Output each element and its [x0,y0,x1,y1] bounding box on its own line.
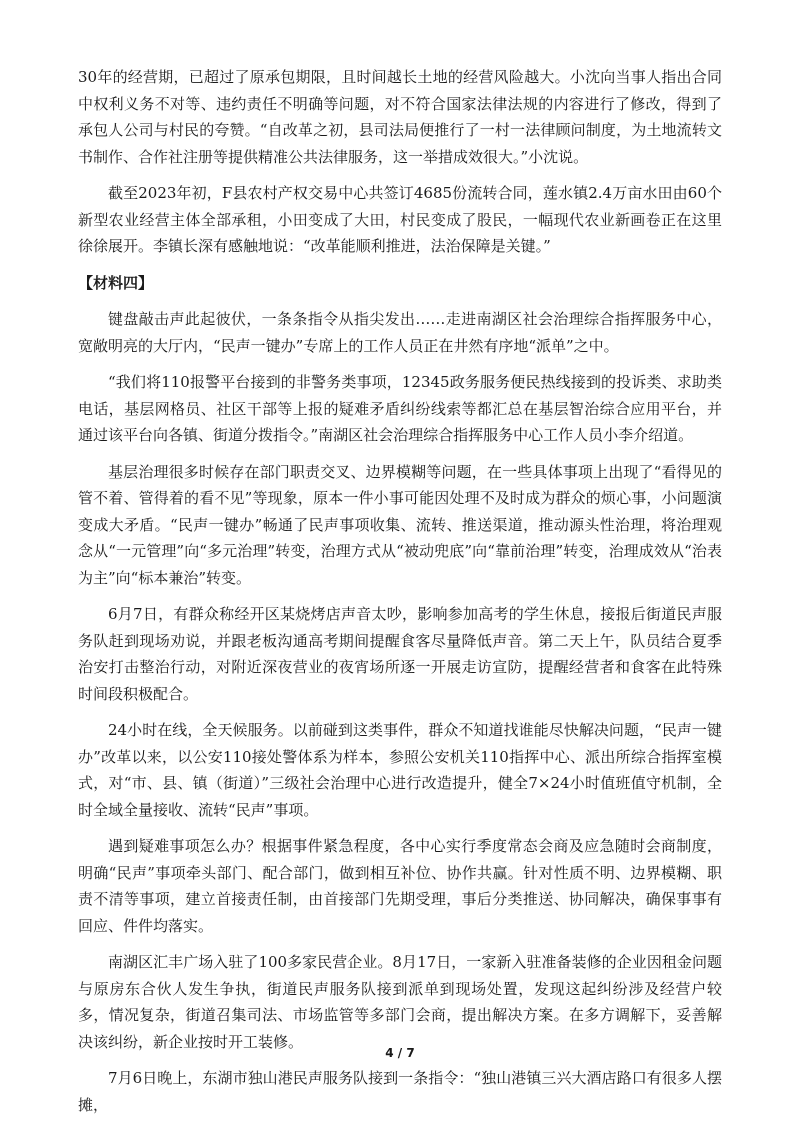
paragraph: 键盘敲击声此起彼伏，一条条指令从指尖发出……走进南湖区社会治理综合指挥服务中心，宽敞明亮的大厅内，“民声一键办”专席上的工作人员正在井然有序地“派单”之中。 [78,310,722,355]
paragraph: 6月7日，有群众称经开区某烧烤店声音太吵，影响参加高考的学生休息，接报后街道民声服务队赶到现场劝说，并跟老板沟通高考期间提醒食客尽量降低声音。第二天上午，队员结合夏季治安打击整治行动，对附近深夜营业的夜宵场所逐一开展走访宣防，提醒经营者和食客在此特殊时间段积极配合。 [78,605,722,703]
page-number: 4 / 7 [385,1046,415,1060]
paragraph: 7月6日晚上，东湖市独山港民声服务队接到一条指令：“独山港镇三兴大酒店路口有很多人摆摊， [78,1069,722,1114]
paragraph: 遇到疑难事项怎么办？根据事件紧急程度，各中心实行季度常态会商及应急随时会商制度，明确“民声”事项牵头部门、配合部门，做到相互补位、协作共赢。针对性质不明、边界模糊、职责不清等事项，建立首接责任制，由首接部门先期受理，事后分类推送、协同解决，确保事事有回应、件件均落实。 [78,837,722,935]
paragraph: 南湖区汇丰广场入驻了100多家民营企业。8月17日，一家新入驻准备装修的企业因租金问题与原房东合伙人发生争执，街道民声服务队接到派单到现场处置，发现这起纠纷涉及经营户较多，情况复杂，街道召集司法、市场监管等多部门会商，提出解决方案。在多方调解下，妥善解决该纠纷，新企业按时开工装修。 [78,953,722,1051]
paragraph-continued: 30年的经营期，已超过了原承包期限，且时间越长土地的经营风险越大。小沈向当事人指出合同中权利义务不对等、违约责任不明确等问题，对不符合国家法律法规的内容进行了修改，得到了承包人公司与村民的夸赞。“自改革之初，县司法局便推行了一村一法律顾问制度，为土地流转文书制作、合作社注册等提供精准公共法律服务，这一举措成效很大。”小沈说。 [78,68,722,166]
document-page [78,64,722,1118]
section-heading: 【材料四】 [78,273,154,292]
paragraph: 截至2023年初，F县农村产权交易中心共签订4685份流转合同，莲水镇2.4万亩水田由60个新型农业经营主体全部承租，小田变成了大田，村民变成了股民，一幅现代农业新画卷正在这里徐徐展开。李镇长深有感触地说：“改革能顺利推进，法治保障是关键。” [78,184,722,255]
paragraph: “我们将110报警平台接到的非警务类事项，12345政务服务便民热线接到的投诉类、求助类电话，基层网格员、社区干部等上报的疑难矛盾纠纷线索等都汇总在基层智治综合应用平台，并通过该平台向各镇、街道分拨指令。”南湖区社会治理综合指挥服务中心工作人员小李介绍道。 [78,373,722,444]
paragraph: 基层治理很多时候存在部门职责交叉、边界模糊等问题，在一些具体事项上出现了“看得见的管不着、管得着的看不见”等现象，原本一件小事可能因处理不及时成为群众的烦心事，小问题演变成大矛盾。“民声一键办”畅通了民声事项收集、流转、推送渠道，推动源头性治理，将治理观念从“一元管理”向“多元治理”转变，治理方式从“被动兜底”向“靠前治理”转变，治理成效从“治表为主”向“标本兼治”转变。 [78,462,722,587]
paragraph: 24小时在线，全天候服务。以前碰到这类事件，群众不知道找谁能尽快解决问题，“民声一键办”改革以来，以公安110接处警体系为样本，参照公安机关110指挥中心、派出所综合指挥室模式，对“市、县、镇（街道）”三级社会治理中心进行改造提升，健全7×24小时值班值守机制，全时全域全量接收、流转“民声”事项。 [78,721,722,819]
